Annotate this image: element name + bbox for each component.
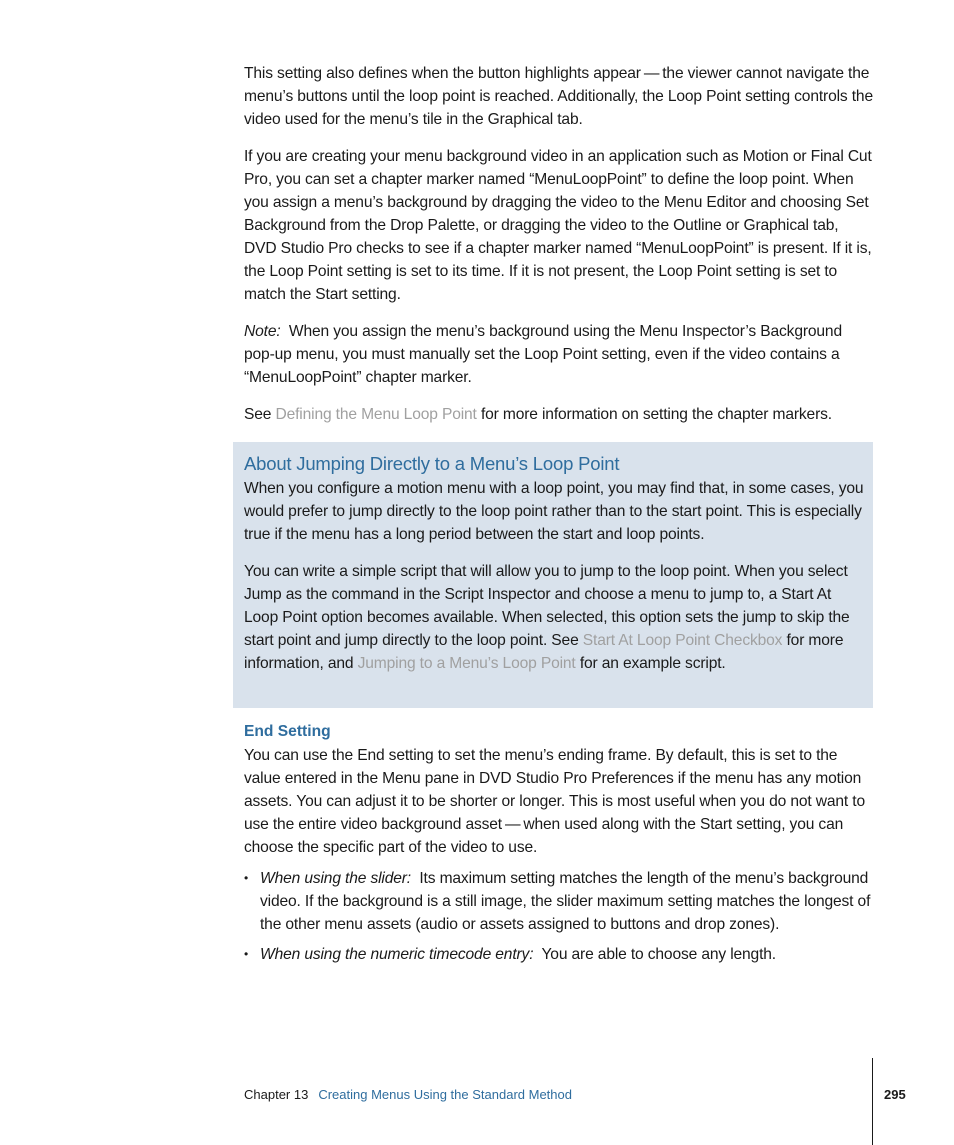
footer-chapter-title[interactable]: Creating Menus Using the Standard Method [318, 1087, 572, 1102]
end-setting-section [244, 720, 874, 973]
sidebar-text: for an example script. [579, 655, 726, 672]
body-paragraph: If you are creating your menu background video in an application such as Motion or Final Cut Pro, you can set a chapter marker named “MenuLoopPoint” to define the loop point. When you assign a menu’s background by dragging the video to the Menu Editor and choosing Set Background from the Drop Palette, or dragging the video to the Outline or Graphical tab, DVD Studio Pro checks to see if a chapter marker named “MenuLoopPoint” is present. If it is, the Loop Point setting is set to its time. If it is not present, the Loop Point setting is set to match the Start setting. [244, 148, 872, 303]
intro-section [244, 62, 874, 440]
list-item-text: Its maximum setting matches the length of the menu’s background video. If the background is a still image, the slider maximum setting matches the longest of the other menu assets (audio or assets assigned to buttons and drop zones). [260, 870, 871, 933]
page-footer [244, 1085, 904, 1105]
list-item [244, 943, 874, 966]
list-item-term: When using the slider: [260, 870, 411, 887]
see-paragraph [244, 403, 874, 426]
bullet-icon: • [244, 947, 249, 961]
page-number: 295 [884, 1087, 906, 1102]
sidebar-title: About Jumping Directly to a Menu’s Loop Point [244, 453, 620, 474]
see-prefix: See [244, 406, 272, 423]
list-item-term: When using the numeric timecode entry: [260, 946, 534, 963]
sidebar-text: You can write a simple script that will allow you to jump to the loop point. When you select Jump as the command in the Script Inspector and choose a menu to jump to, a Start At Loop Point option becomes available. When selected, this option sets the jump to skip the start point and jump directly to the loop point. See [244, 563, 850, 649]
body-paragraph: You can use the End setting to set the menu’s ending frame. By default, this is set to the value entered in the Menu pane in DVD Studio Pro Preferences if the menu has any motion assets. You can adjust it to be shorter or longer. This is most useful when you do not want to use the entire video background asset — when used along with the Start setting, you can choose the specific part of the video to use. [244, 747, 865, 856]
list-item [244, 867, 874, 936]
note-label: Note: [244, 323, 281, 340]
start-at-loop-point-checkbox-link[interactable]: Start At Loop Point Checkbox [582, 632, 783, 649]
list-item-text: You are able to choose any length. [541, 946, 776, 963]
body-paragraph: This setting also defines when the button highlights appear — the viewer cannot navigate the menu’s buttons until the loop point is reached. Additionally, the Loop Point setting controls the video used for the menu’s tile in the Graphical tab. [244, 65, 873, 128]
defining-menu-loop-point-link[interactable]: Defining the Menu Loop Point [275, 406, 477, 423]
note-paragraph [244, 320, 874, 389]
see-suffix: for more information on setting the chapter markers. [480, 406, 832, 423]
sidebar-text: for more information, and [244, 632, 844, 672]
sidebar-paragraph: When you configure a motion menu with a loop point, you may find that, in some cases, you would prefer to jump directly to the loop point rather than to the start point. This is especially true if the menu has a long period between the start and loop points. [244, 480, 864, 543]
bullet-icon: • [244, 871, 249, 885]
sidebar-box [233, 442, 873, 708]
jumping-to-menu-loop-point-link[interactable]: Jumping to a Menu’s Loop Point [357, 655, 576, 672]
section-title: End Setting [244, 723, 331, 740]
bullet-list [244, 867, 874, 966]
footer-chapter: Chapter 13 [244, 1087, 309, 1102]
sidebar-paragraph [244, 560, 866, 675]
note-text: When you assign the menu’s background using the Menu Inspector’s Background pop-up menu, you must manually set the Loop Point setting, even if the video contains a “MenuLoopPoint” chapter marker. [244, 323, 842, 386]
